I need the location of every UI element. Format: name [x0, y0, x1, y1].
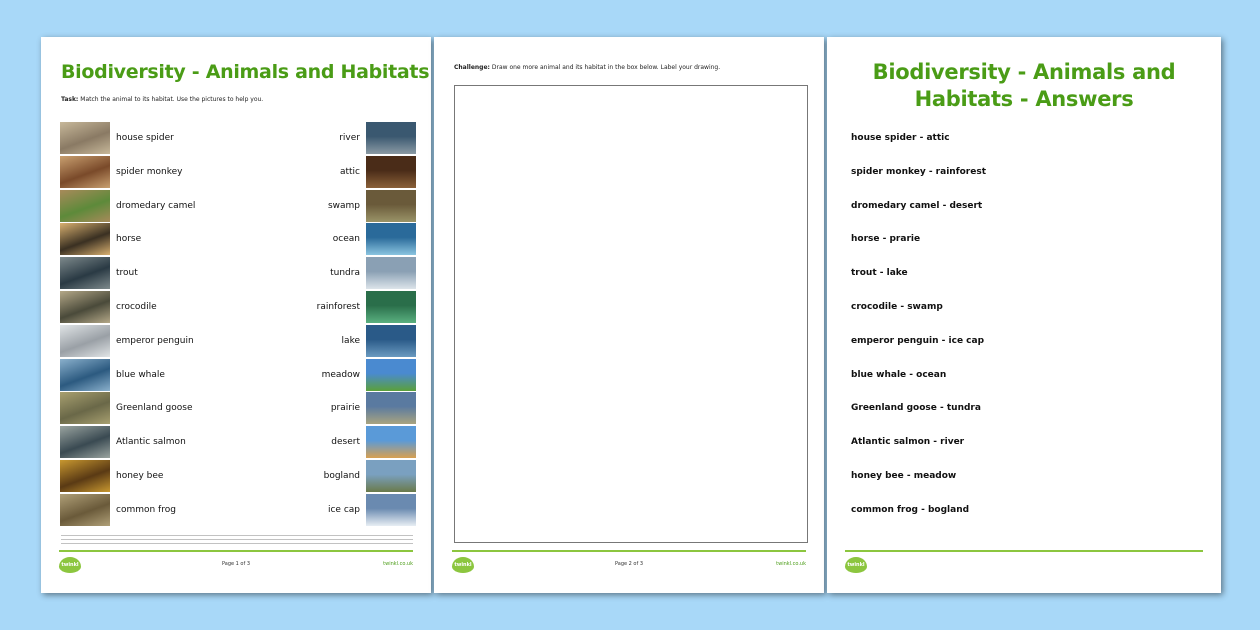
animal-photo — [60, 223, 110, 255]
animal-name: house spider — [116, 133, 174, 143]
habitat-name: swamp — [327, 200, 360, 211]
twinkl-logo: twinkl — [845, 557, 867, 573]
page-title: Biodiversity - Animals and Habitats — [61, 61, 430, 83]
worksheet-page-1 — [41, 37, 431, 593]
animal-name: horse — [116, 234, 142, 245]
page-number: Page 1 of 3 — [221, 561, 251, 567]
animal-photo — [60, 426, 110, 458]
animal-photo — [60, 257, 110, 289]
answer-item: honey bee - meadow — [851, 471, 957, 481]
animal-photo — [60, 190, 110, 222]
habitat-photo — [366, 190, 416, 222]
match-row — [60, 156, 416, 189]
answer-item: horse - prarie — [851, 234, 921, 245]
site-url: twinkl.co.uk — [776, 561, 806, 567]
animal-name: trout — [116, 268, 138, 279]
animal-name: spider monkey — [116, 166, 183, 177]
animal-photo — [60, 156, 110, 188]
task-instructions — [61, 96, 263, 103]
habitat-name: ocean — [332, 234, 360, 245]
task-label: Task: — [61, 96, 79, 103]
habitat-photo — [366, 223, 416, 255]
match-row — [60, 460, 416, 493]
answer-item: Atlantic salmon - river — [851, 437, 965, 448]
habitat-name: rainforest — [316, 302, 360, 312]
match-row — [60, 257, 416, 290]
site-url: twinkl.co.uk — [383, 561, 413, 567]
habitat-photo — [366, 460, 416, 492]
match-row — [60, 291, 416, 324]
animal-name: dromedary camel — [116, 200, 196, 211]
answer-item: trout - lake — [851, 268, 908, 279]
animal-name: Greenland goose — [116, 403, 193, 414]
habitat-name: tundra — [330, 268, 360, 279]
animal-photo — [60, 291, 110, 323]
answer-item: crocodile - swamp — [851, 302, 943, 312]
worksheet-page-2 — [434, 37, 824, 593]
answer-item: emperor penguin - ice cap — [851, 335, 985, 346]
habitat-name: desert — [331, 437, 360, 448]
match-row — [60, 426, 416, 459]
match-row — [60, 223, 416, 256]
habitat-photo — [366, 325, 416, 357]
answer-item: spider monkey - rainforest — [851, 166, 986, 177]
habitat-photo — [366, 359, 416, 391]
twinkl-logo: twinkl — [59, 557, 81, 573]
worksheet-page-3 — [827, 37, 1221, 593]
footer-divider — [845, 550, 1203, 552]
challenge-label: Challenge: — [454, 64, 490, 71]
footer-divider — [59, 550, 413, 552]
twinkl-logo: twinkl — [452, 557, 474, 573]
match-row — [60, 190, 416, 223]
animal-photo — [60, 122, 110, 154]
animal-name: Atlantic salmon — [116, 437, 186, 448]
animal-photo — [60, 325, 110, 357]
answers-title: Biodiversity - Animals and Habitats - Answers — [872, 60, 1176, 111]
answer-item: dromedary camel - desert — [851, 200, 983, 211]
footer-divider — [452, 550, 806, 552]
animal-name: honey bee — [116, 471, 164, 481]
habitat-photo — [366, 392, 416, 424]
habitat-photo — [366, 122, 416, 154]
habitat-name: attic — [339, 166, 360, 177]
match-row — [60, 494, 416, 527]
habitat-photo — [366, 156, 416, 188]
animal-name: blue whale — [116, 369, 165, 380]
animal-photo — [60, 359, 110, 391]
animal-name: emperor penguin — [116, 335, 194, 346]
habitat-photo — [366, 291, 416, 323]
habitat-name: ice cap — [327, 504, 360, 515]
habitat-name: lake — [341, 335, 360, 346]
copyright-small-print — [61, 535, 413, 545]
match-row — [60, 325, 416, 358]
habitat-name: bogland — [323, 471, 360, 481]
animal-name: common frog — [116, 504, 176, 515]
animal-photo — [60, 460, 110, 492]
animal-photo — [60, 392, 110, 424]
habitat-photo — [366, 426, 416, 458]
task-text: Match the animal to its habitat. Use the pictures to help you. — [80, 96, 264, 103]
answer-item: house spider - attic — [851, 133, 950, 143]
challenge-text: Draw one more animal and its habitat in the box below. Label your drawing. — [491, 64, 721, 71]
match-row — [60, 392, 416, 425]
habitat-name: river — [339, 133, 360, 143]
match-row — [60, 122, 416, 155]
habitat-photo — [366, 494, 416, 526]
drawing-box[interactable] — [454, 85, 808, 543]
challenge-instructions — [454, 64, 720, 71]
habitat-name: meadow — [321, 369, 360, 380]
answer-item: common frog - bogland — [851, 504, 970, 515]
answer-item: Greenland goose - tundra — [851, 403, 981, 414]
match-row — [60, 359, 416, 392]
animal-name: crocodile — [116, 302, 157, 312]
habitat-name: prairie — [330, 403, 360, 414]
habitat-photo — [366, 257, 416, 289]
answer-item: blue whale - ocean — [851, 369, 947, 380]
animal-photo — [60, 494, 110, 526]
page-number: Page 2 of 3 — [614, 561, 644, 567]
